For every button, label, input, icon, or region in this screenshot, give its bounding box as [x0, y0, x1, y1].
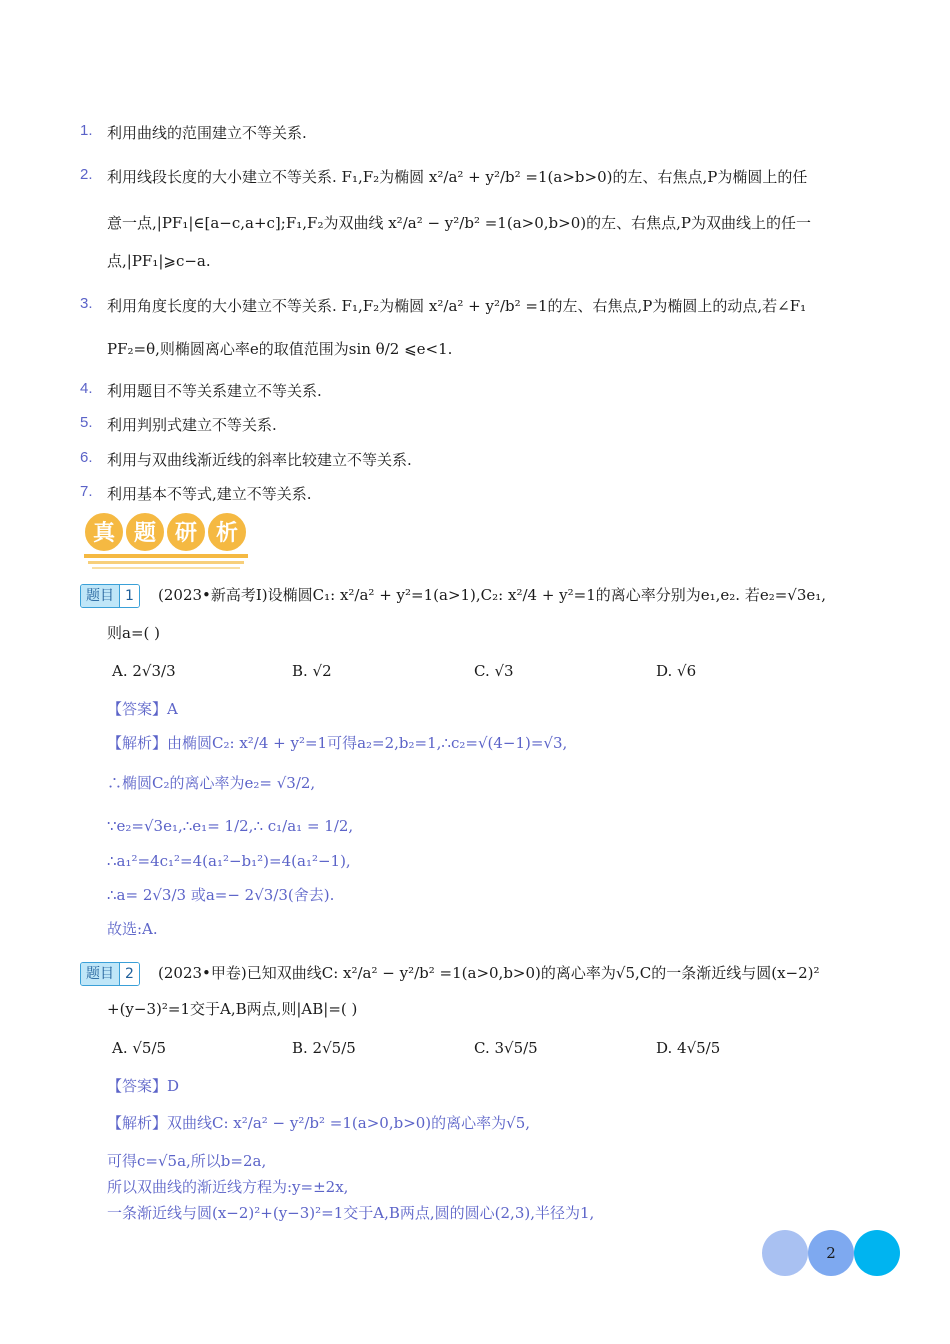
answer: 【答案】D — [107, 1077, 180, 1095]
question-stem: +(y−3)²=1交于A,B两点,则|AB|=( ) — [107, 1000, 358, 1018]
section-banner — [82, 510, 250, 576]
method-number: 2. — [80, 166, 93, 183]
banner-char: 真 — [92, 521, 116, 546]
question-badge-label: 题目 — [81, 963, 119, 985]
option-b: B. √2 — [292, 662, 332, 680]
page-circle-right — [854, 1230, 900, 1276]
question-badge — [80, 962, 140, 986]
option-c: C. 3√5/5 — [474, 1039, 538, 1057]
question-stem: (2023•新高考Ⅰ)设椭圆C₁: x²/a² + y²=1(a>1),C₂: x²/4 + y²=1的离心率分别为e₁,e₂. 若e₂=√3e₁, — [158, 586, 827, 604]
method-number: 4. — [80, 380, 93, 397]
banner-char: 研 — [174, 521, 198, 546]
analysis-line: 【解析】由椭圆C₂: x²/4 + y²=1可得a₂=2,b₂=1,∴c₂=√(4−1)=√3, — [107, 734, 568, 752]
option-d: D. 4√5/5 — [656, 1039, 721, 1057]
analysis-line: 【解析】双曲线C: x²/a² − y²/b² =1(a>0,b>0)的离心率为√5, — [107, 1114, 531, 1132]
analysis-line: ∴a= 2√3/3 或a=− 2√3/3(舍去). — [107, 886, 335, 904]
question-badge — [80, 584, 140, 608]
method-number: 6. — [80, 449, 93, 466]
analysis-line: 可得c=√5a,所以b=2a, — [107, 1152, 267, 1170]
option-a: A. 2√3/3 — [112, 662, 176, 680]
analysis-line: 故选:A. — [107, 920, 158, 938]
method-text: PF₂=θ,则椭圆离心率e的取值范围为sin θ/2 ⩽e<1. — [107, 340, 453, 358]
page-number-badge — [762, 1230, 900, 1276]
method-text: 意一点,|PF₁|∈[a−c,a+c];F₁,F₂为双曲线 x²/a² − y²/b² =1(a>0,b>0)的左、右焦点,P为双曲线上的任一 — [107, 214, 811, 232]
method-text: 利用线段长度的大小建立不等关系. F₁,F₂为椭圆 x²/a² + y²/b² =1(a>b>0)的左、右焦点,P为椭圆上的任 — [107, 168, 808, 186]
banner-char: 析 — [215, 521, 239, 546]
analysis-line: ∴椭圆C₂的离心率为e₂= √3/2, — [107, 774, 316, 792]
analysis-line: 一条渐近线与圆(x−2)²+(y−3)²=1交于A,B两点,圆的圆心(2,3),半径为1, — [107, 1204, 595, 1222]
method-text: 点,|PF₁|⩾c−a. — [107, 252, 211, 270]
option-a: A. √5/5 — [112, 1039, 167, 1057]
option-d: D. √6 — [656, 662, 697, 680]
question-number: 1 — [119, 585, 139, 607]
method-text: 利用判别式建立不等关系. — [107, 416, 277, 434]
question-badge-label: 题目 — [81, 585, 119, 607]
banner-char: 题 — [133, 521, 157, 546]
banner-stripe — [88, 561, 244, 564]
method-number: 7. — [80, 483, 93, 500]
method-number: 5. — [80, 414, 93, 431]
method-text: 利用曲线的范围建立不等关系. — [107, 124, 307, 142]
banner-stripe — [92, 567, 240, 569]
method-text: 利用与双曲线渐近线的斜率比较建立不等关系. — [107, 451, 412, 469]
banner-stripe — [84, 554, 248, 558]
method-text: 利用角度长度的大小建立不等关系. F₁,F₂为椭圆 x²/a² + y²/b² =1的左、右焦点,P为椭圆上的动点,若∠F₁ — [107, 297, 807, 315]
method-number: 3. — [80, 295, 93, 312]
method-text: 利用基本不等式,建立不等关系. — [107, 485, 312, 503]
option-c: C. √3 — [474, 662, 514, 680]
analysis-line: 所以双曲线的渐近线方程为:y=±2x, — [107, 1178, 349, 1196]
page-circle-left — [762, 1230, 808, 1276]
question-number: 2 — [119, 963, 139, 985]
analysis-line: ∴a₁²=4c₁²=4(a₁²−b₁²)=4(a₁²−1), — [107, 852, 351, 870]
question-stem: 则a=( ) — [107, 624, 160, 642]
method-text: 利用题目不等关系建立不等关系. — [107, 382, 322, 400]
method-number: 1. — [80, 122, 93, 139]
page-number: 2 — [826, 1244, 836, 1262]
answer: 【答案】A — [107, 700, 178, 718]
analysis-line: ∵e₂=√3e₁,∴e₁= 1/2,∴ c₁/a₁ = 1/2, — [107, 817, 354, 835]
option-b: B. 2√5/5 — [292, 1039, 356, 1057]
question-stem: (2023•甲卷)已知双曲线C: x²/a² − y²/b² =1(a>0,b>0)的离心率为√5,C的一条渐近线与圆(x−2)² — [158, 964, 820, 982]
